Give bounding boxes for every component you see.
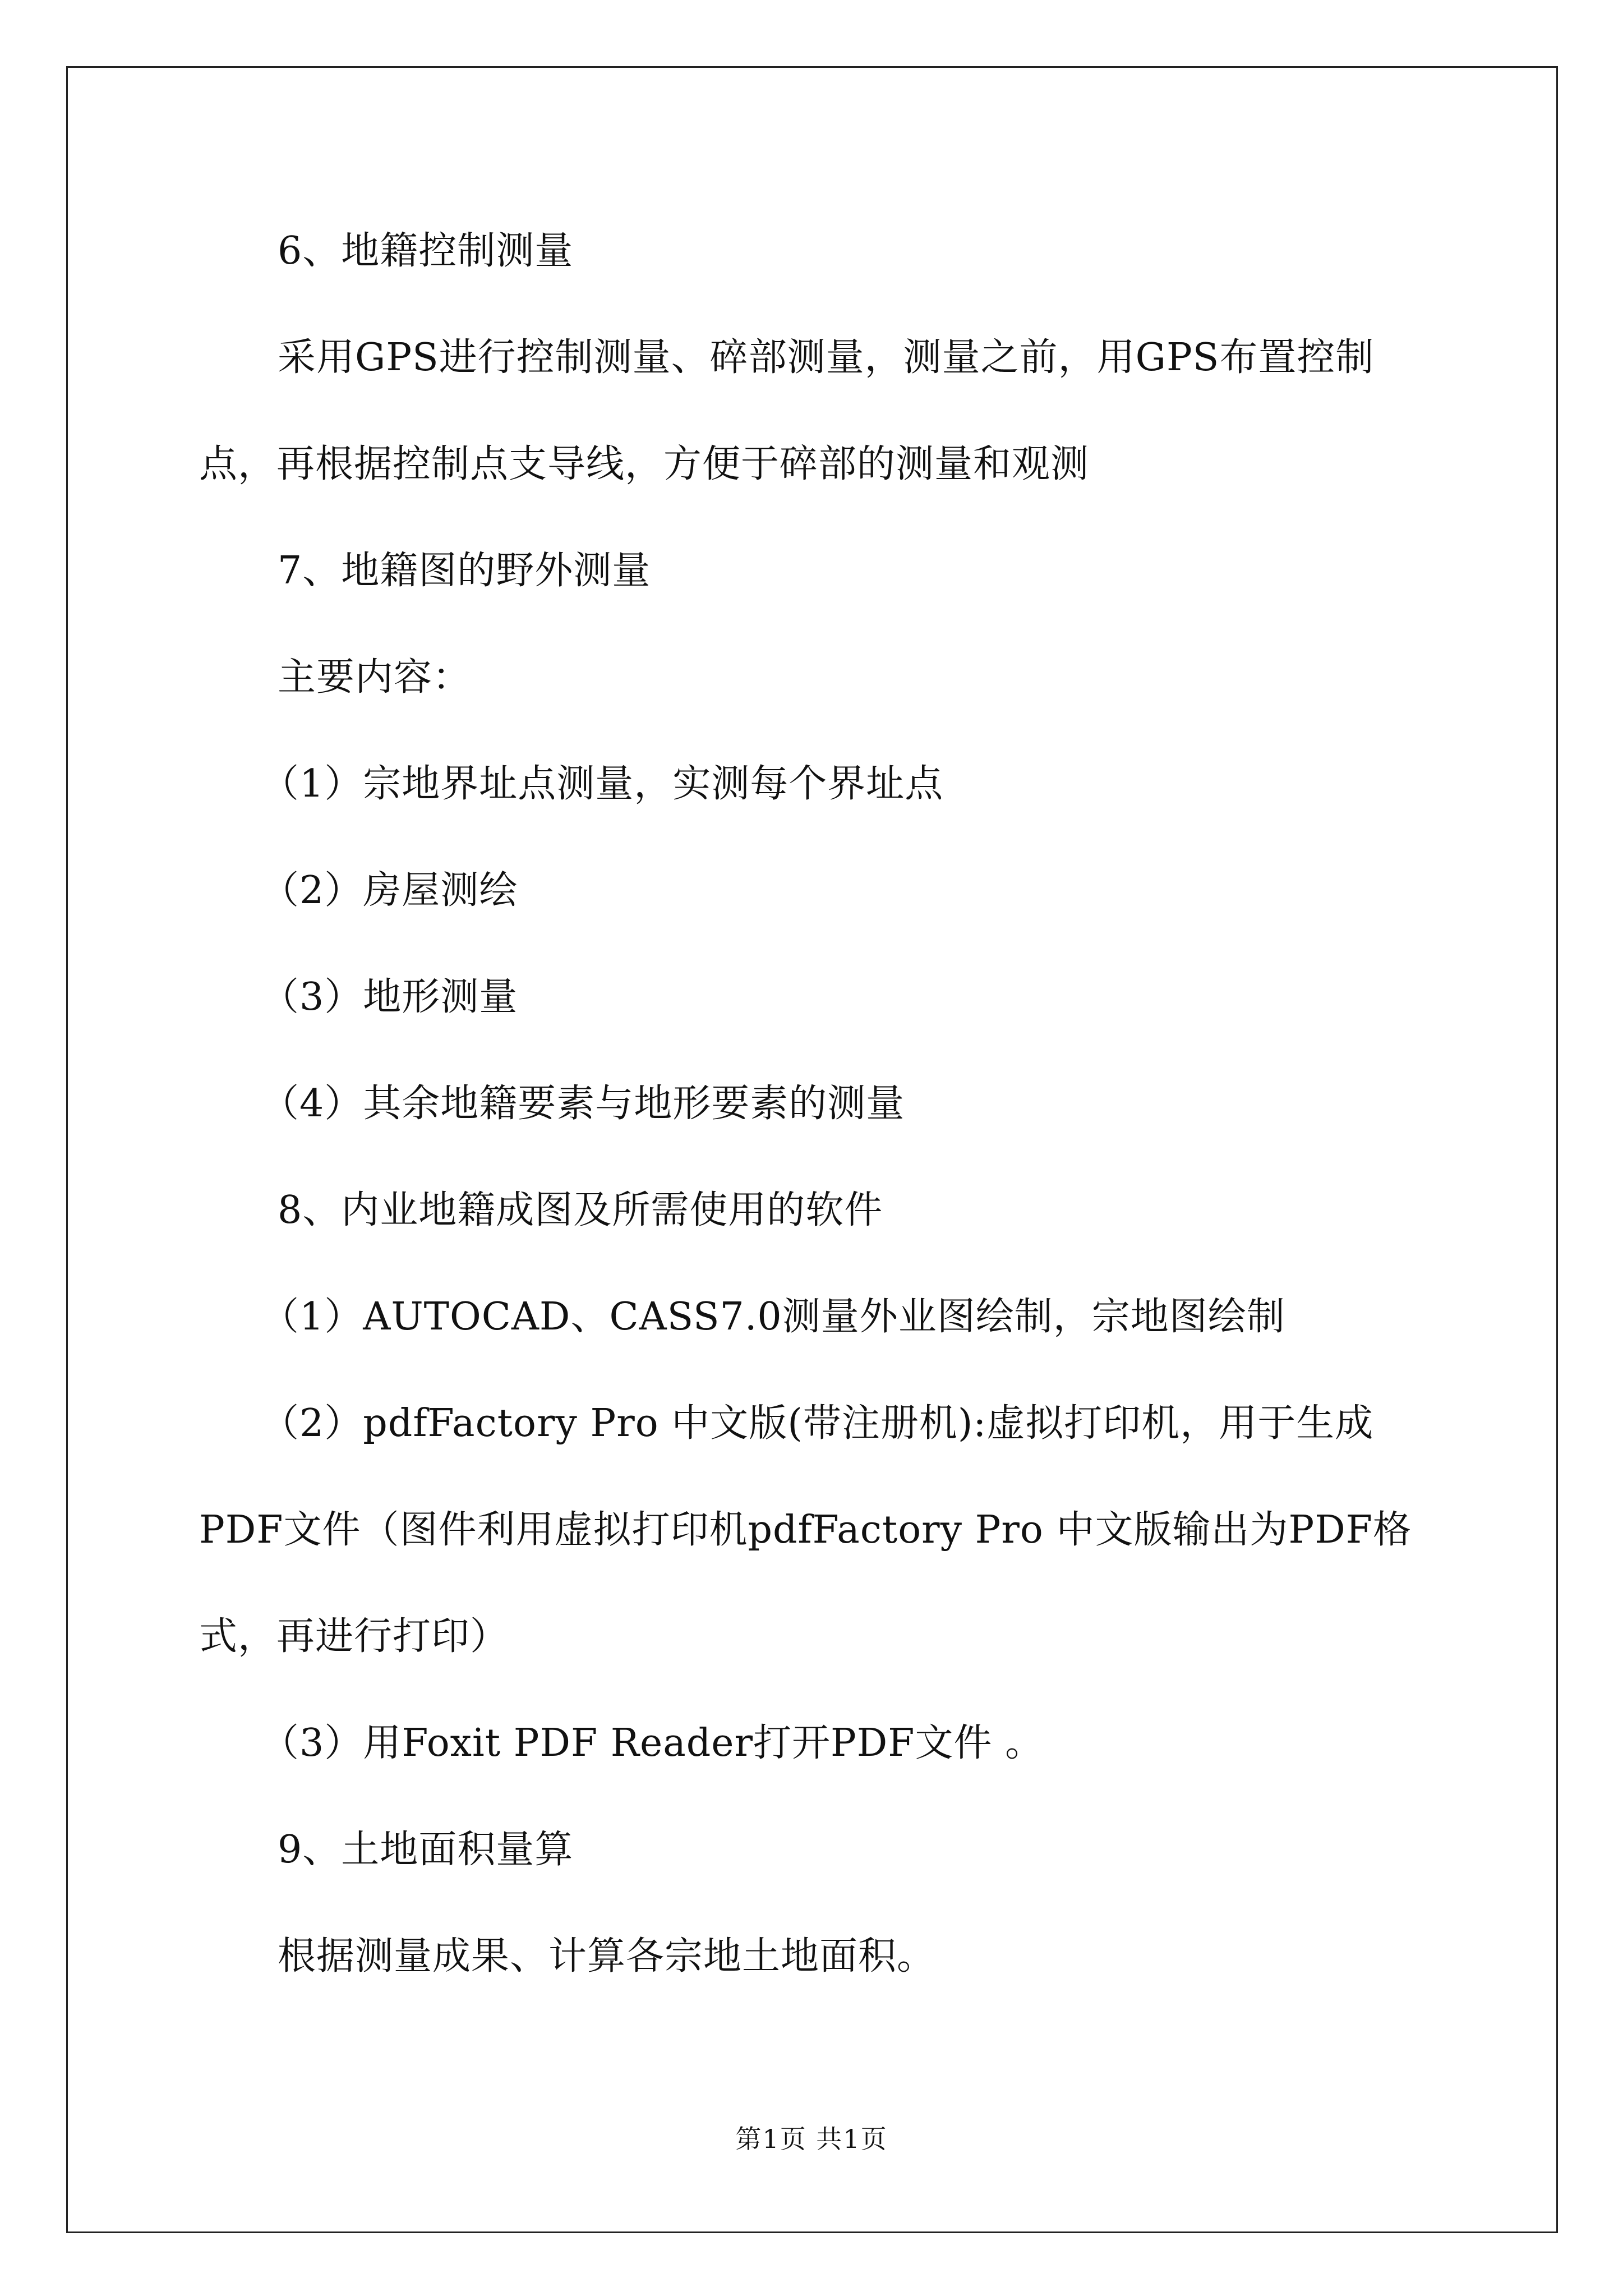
- list-item: （4）其余地籍要素与地形要素的测量: [261, 1082, 905, 1126]
- heading-9: 9、土地面积量算: [278, 1828, 574, 1872]
- paragraph-line: 采用GPS进行控制测量、碎部测量，测量之前，用GPS布置控制: [278, 335, 1375, 380]
- list-item: （1）宗地界址点测量，实测每个界址点: [261, 762, 944, 806]
- page-border: [66, 66, 1558, 2233]
- list-item: （2）房屋测绘: [261, 868, 518, 913]
- list-item: （3）用Foxit PDF Reader打开PDF文件 。: [261, 1721, 1044, 1765]
- list-item: （3）地形测量: [261, 975, 518, 1019]
- page-footer: 第1页 共1页: [735, 2124, 888, 2154]
- list-item: （1）AUTOCAD、CASS7.0测量外业图绘制，宗地图绘制: [261, 1295, 1285, 1339]
- paragraph-line: PDF文件（图件利用虚拟打印机pdfFactory Pro 中文版输出为PDF格: [199, 1508, 1412, 1552]
- list-item: （2）pdfFactory Pro 中文版(带注册机):虚拟打印机，用于生成: [261, 1401, 1374, 1446]
- paragraph-line: 式，再进行打印）: [199, 1614, 509, 1659]
- paragraph-line: 主要内容：: [278, 655, 472, 700]
- heading-8: 8、内业地籍成图及所需使用的软件: [278, 1188, 883, 1232]
- heading-6: 6、地籍控制测量: [278, 229, 574, 273]
- heading-7: 7、地籍图的野外测量: [278, 549, 651, 593]
- paragraph-line: 点，再根据控制点支导线，方便于碎部的测量和观测: [199, 442, 1090, 486]
- paragraph-line: 根据测量成果、计算各宗地土地面积。: [278, 1934, 936, 1978]
